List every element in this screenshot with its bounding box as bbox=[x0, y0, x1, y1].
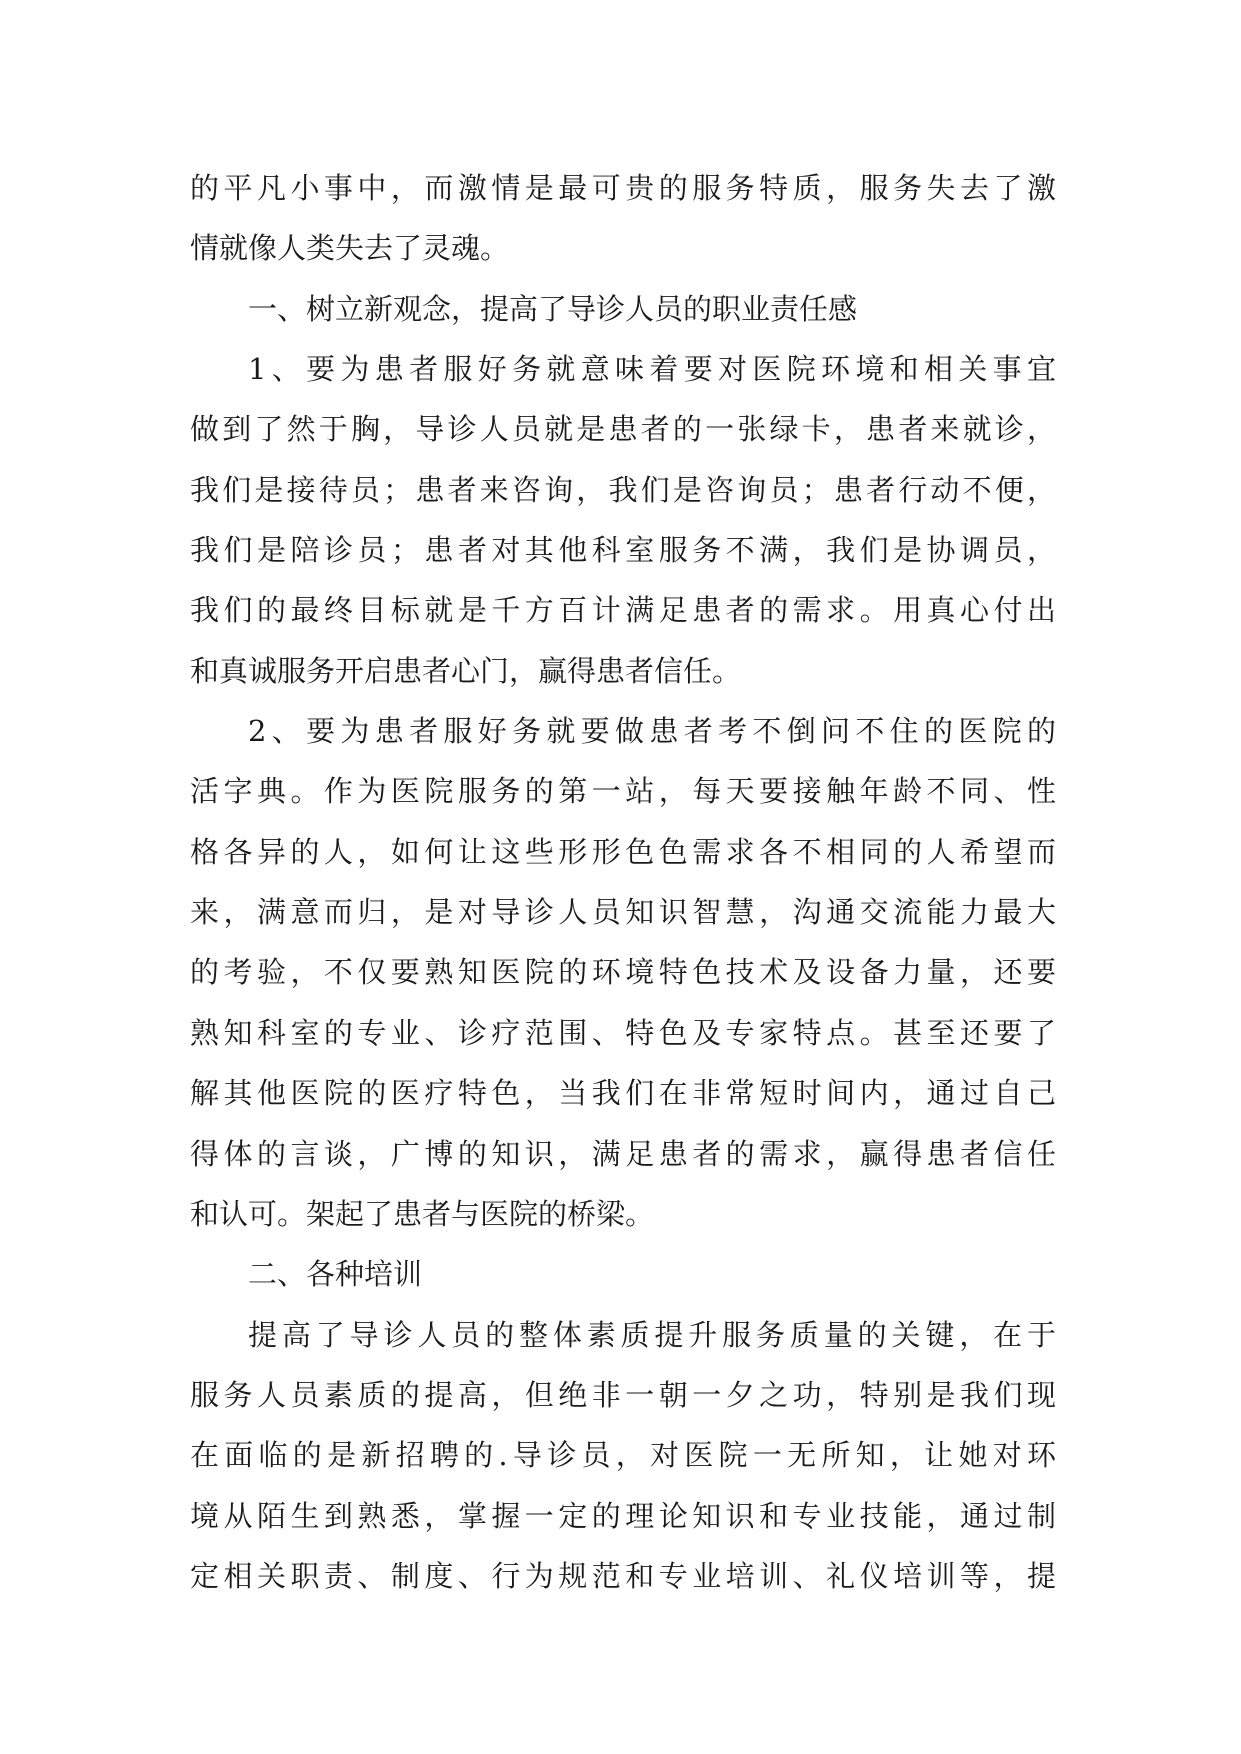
paragraph-line: 格各异的人，如何让这些形形色色需求各不相同的人希望而 bbox=[190, 834, 1056, 869]
paragraph-line: 定相关职责、制度、行为规范和专业培训、礼仪培训等，提 bbox=[190, 1558, 1056, 1593]
paragraph-line: 来，满意而归，是对导诊人员知识智慧，沟通交流能力最大 bbox=[190, 895, 1056, 930]
paragraph-line: 活字典。作为医院服务的第一站，每天要接触年龄不同、性 bbox=[190, 774, 1056, 809]
paragraph-line: 得体的言谈，广博的知识，满足患者的需求，赢得患者信任 bbox=[190, 1136, 1056, 1171]
paragraph-line: 情就像人类失去了灵魂。 bbox=[190, 231, 510, 266]
paragraph-line: 我们是陪诊员；患者对其他科室服务不满，我们是协调员， bbox=[190, 533, 1056, 568]
paragraph-line: 解其他医院的医疗特色，当我们在非常短时间内，通过自己 bbox=[190, 1076, 1056, 1111]
section-heading: 一、树立新观念，提高了导诊人员的职业责任感 bbox=[248, 291, 858, 326]
paragraph-line: 服务人员素质的提高，但绝非一朝一夕之功，特别是我们现 bbox=[190, 1377, 1056, 1412]
paragraph-line: 我们的最终目标就是千方百计满足患者的需求。用真心付出 bbox=[190, 593, 1056, 628]
paragraph-line: 提高了导诊人员的整体素质提升服务质量的关键，在于 bbox=[248, 1317, 1056, 1352]
paragraph-line: 做到了然于胸，导诊人员就是患者的一张绿卡，患者来就诊， bbox=[190, 412, 1056, 447]
paragraph-line: 1、要为患者服好务就意味着要对医院环境和相关事宜 bbox=[248, 352, 1056, 387]
paragraph-line: 熟知科室的专业、诊疗范围、特色及专家特点。甚至还要了 bbox=[190, 1015, 1056, 1050]
paragraph-line: 在面临的是新招聘的.导诊员，对医院一无所知，让她对环 bbox=[190, 1438, 1056, 1473]
paragraph-line: 和真诚服务开启患者心门，赢得患者信任。 bbox=[190, 653, 742, 688]
paragraph-line: 的考验，不仅要熟知医院的环境特色技术及设备力量，还要 bbox=[190, 955, 1056, 990]
paragraph-line: 和认可。架起了患者与医院的桥梁。 bbox=[190, 1196, 655, 1231]
section-heading: 二、各种培训 bbox=[248, 1257, 423, 1292]
paragraph-line: 2、要为患者服好务就要做患者考不倒问不住的医院的 bbox=[248, 714, 1056, 749]
paragraph-line: 我们是接待员；患者来咨询，我们是咨询员；患者行动不便， bbox=[190, 472, 1056, 507]
paragraph-line: 境从陌生到熟悉，掌握一定的理论知识和专业技能，通过制 bbox=[190, 1498, 1056, 1533]
paragraph-line: 的平凡小事中，而激情是最可贵的服务特质，服务失去了激 bbox=[190, 171, 1056, 205]
document-body bbox=[190, 158, 1056, 1606]
